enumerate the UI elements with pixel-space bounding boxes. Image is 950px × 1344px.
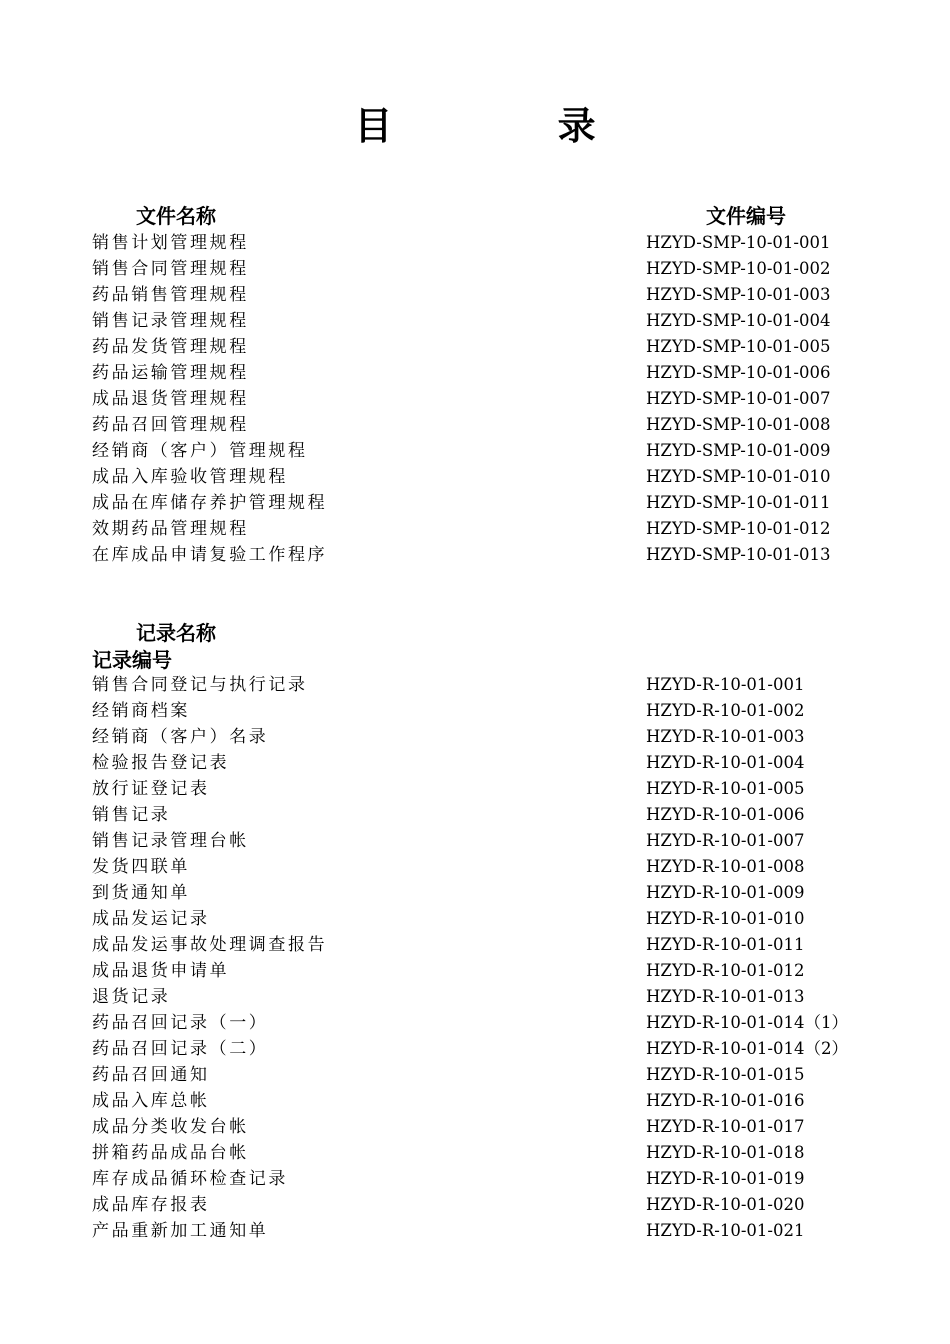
list-item xyxy=(92,854,872,880)
record-name: 药品召回记录（二） xyxy=(92,1039,269,1059)
record-code: HZYD-R-10-01-021 xyxy=(646,1221,805,1240)
document-code: HZYD-SMP-10-01-008 xyxy=(646,415,831,434)
list-item xyxy=(92,906,872,932)
record-code: HZYD-R-10-01-001 xyxy=(646,675,805,694)
record-name: 放行证登记表 xyxy=(92,779,210,799)
record-name: 成品库存报表 xyxy=(92,1195,210,1215)
documents-name-header: 文件名称 xyxy=(136,204,216,228)
list-item xyxy=(92,828,872,854)
record-name: 成品发运记录 xyxy=(92,909,210,929)
record-code: HZYD-R-10-01-015 xyxy=(646,1065,805,1084)
record-name: 拼箱药品成品台帐 xyxy=(92,1143,249,1163)
record-name: 药品召回记录（一） xyxy=(92,1013,269,1033)
record-code: HZYD-R-10-01-016 xyxy=(646,1091,805,1110)
record-name: 经销商档案 xyxy=(92,701,190,721)
list-item xyxy=(92,1036,872,1062)
list-item xyxy=(92,516,872,542)
document-code: HZYD-SMP-10-01-004 xyxy=(646,311,831,330)
document-name: 药品运输管理规程 xyxy=(92,363,249,383)
document-code: HZYD-SMP-10-01-011 xyxy=(646,493,831,512)
record-name: 退货记录 xyxy=(92,987,171,1007)
record-code: HZYD-R-10-01-003 xyxy=(646,727,805,746)
document-code: HZYD-SMP-10-01-010 xyxy=(646,467,831,486)
document-name: 销售记录管理规程 xyxy=(92,311,249,331)
record-name: 销售记录管理台帐 xyxy=(92,831,249,851)
list-item xyxy=(92,490,872,516)
records-code-header: 记录编号 xyxy=(92,648,172,672)
record-code: HZYD-R-10-01-011 xyxy=(646,935,805,954)
list-item xyxy=(92,542,872,568)
records-name-header: 记录名称 xyxy=(136,621,216,645)
document-code: HZYD-SMP-10-01-009 xyxy=(646,441,831,460)
record-name: 到货通知单 xyxy=(92,883,190,903)
list-item xyxy=(92,724,872,750)
record-code: HZYD-R-10-01-008 xyxy=(646,857,805,876)
document-name: 成品入库验收管理规程 xyxy=(92,467,288,487)
record-code: HZYD-R-10-01-020 xyxy=(646,1195,805,1214)
list-item xyxy=(92,672,872,698)
document-name: 经销商（客户）管理规程 xyxy=(92,441,308,461)
document-code: HZYD-SMP-10-01-002 xyxy=(646,259,831,278)
record-code: HZYD-R-10-01-009 xyxy=(646,883,805,902)
record-code: HZYD-R-10-01-006 xyxy=(646,805,805,824)
record-code: HZYD-R-10-01-013 xyxy=(646,987,805,1006)
list-item xyxy=(92,1062,872,1088)
list-item xyxy=(92,412,872,438)
record-code: HZYD-R-10-01-004 xyxy=(646,753,805,772)
document-name: 药品发货管理规程 xyxy=(92,337,249,357)
list-item xyxy=(92,958,872,984)
document-code: HZYD-SMP-10-01-005 xyxy=(646,337,831,356)
record-code: HZYD-R-10-01-002 xyxy=(646,701,805,720)
list-item xyxy=(92,984,872,1010)
document-code: HZYD-SMP-10-01-003 xyxy=(646,285,831,304)
record-code: HZYD-R-10-01-007 xyxy=(646,831,805,850)
record-name: 产品重新加工通知单 xyxy=(92,1221,269,1241)
list-item xyxy=(92,360,872,386)
record-code: HZYD-R-10-01-014（1） xyxy=(646,1013,848,1032)
record-name: 库存成品循环检查记录 xyxy=(92,1169,288,1189)
record-code: HZYD-R-10-01-017 xyxy=(646,1117,805,1136)
list-item xyxy=(92,282,872,308)
document-code: HZYD-SMP-10-01-007 xyxy=(646,389,831,408)
record-code: HZYD-R-10-01-012 xyxy=(646,961,805,980)
document-code: HZYD-SMP-10-01-001 xyxy=(646,233,831,252)
record-code: HZYD-R-10-01-018 xyxy=(646,1143,805,1162)
list-item xyxy=(92,464,872,490)
page-title: 目 录 xyxy=(354,103,672,148)
record-code: HZYD-R-10-01-010 xyxy=(646,909,805,928)
document-code: HZYD-SMP-10-01-012 xyxy=(646,519,831,538)
document-name: 成品退货管理规程 xyxy=(92,389,249,409)
list-item xyxy=(92,1218,872,1244)
list-item xyxy=(92,750,872,776)
record-name: 成品分类收发台帐 xyxy=(92,1117,249,1137)
record-code: HZYD-R-10-01-019 xyxy=(646,1169,805,1188)
document-code: HZYD-SMP-10-01-013 xyxy=(646,545,831,564)
document-name: 在库成品申请复验工作程序 xyxy=(92,545,328,565)
document-code: HZYD-SMP-10-01-006 xyxy=(646,363,831,382)
document-name: 销售计划管理规程 xyxy=(92,233,249,253)
record-code: HZYD-R-10-01-005 xyxy=(646,779,805,798)
list-item xyxy=(92,776,872,802)
list-item xyxy=(92,1010,872,1036)
record-name: 销售合同登记与执行记录 xyxy=(92,675,308,695)
document-name: 效期药品管理规程 xyxy=(92,519,249,539)
list-item xyxy=(92,1114,872,1140)
document-name: 药品召回管理规程 xyxy=(92,415,249,435)
documents-code-header: 文件编号 xyxy=(706,204,786,228)
list-item xyxy=(92,698,872,724)
document-name: 成品在库储存养护管理规程 xyxy=(92,493,328,513)
list-item xyxy=(92,1166,872,1192)
record-name: 成品发运事故处理调查报告 xyxy=(92,935,328,955)
record-name: 药品召回通知 xyxy=(92,1065,210,1085)
document-name: 药品销售管理规程 xyxy=(92,285,249,305)
list-item xyxy=(92,1088,872,1114)
list-item xyxy=(92,802,872,828)
list-item xyxy=(92,386,872,412)
list-item xyxy=(92,230,872,256)
record-code: HZYD-R-10-01-014（2） xyxy=(646,1039,848,1058)
list-item xyxy=(92,880,872,906)
record-name: 检验报告登记表 xyxy=(92,753,230,773)
record-name: 经销商（客户）名录 xyxy=(92,727,269,747)
list-item xyxy=(92,438,872,464)
list-item xyxy=(92,932,872,958)
record-name: 成品退货申请单 xyxy=(92,961,230,981)
list-item xyxy=(92,1140,872,1166)
records-list xyxy=(92,672,872,1244)
list-item xyxy=(92,1192,872,1218)
document-name: 销售合同管理规程 xyxy=(92,259,249,279)
record-name: 发货四联单 xyxy=(92,857,190,877)
list-item xyxy=(92,308,872,334)
list-item xyxy=(92,256,872,282)
record-name: 成品入库总帐 xyxy=(92,1091,210,1111)
list-item xyxy=(92,334,872,360)
documents-list xyxy=(92,230,872,568)
record-name: 销售记录 xyxy=(92,805,171,825)
